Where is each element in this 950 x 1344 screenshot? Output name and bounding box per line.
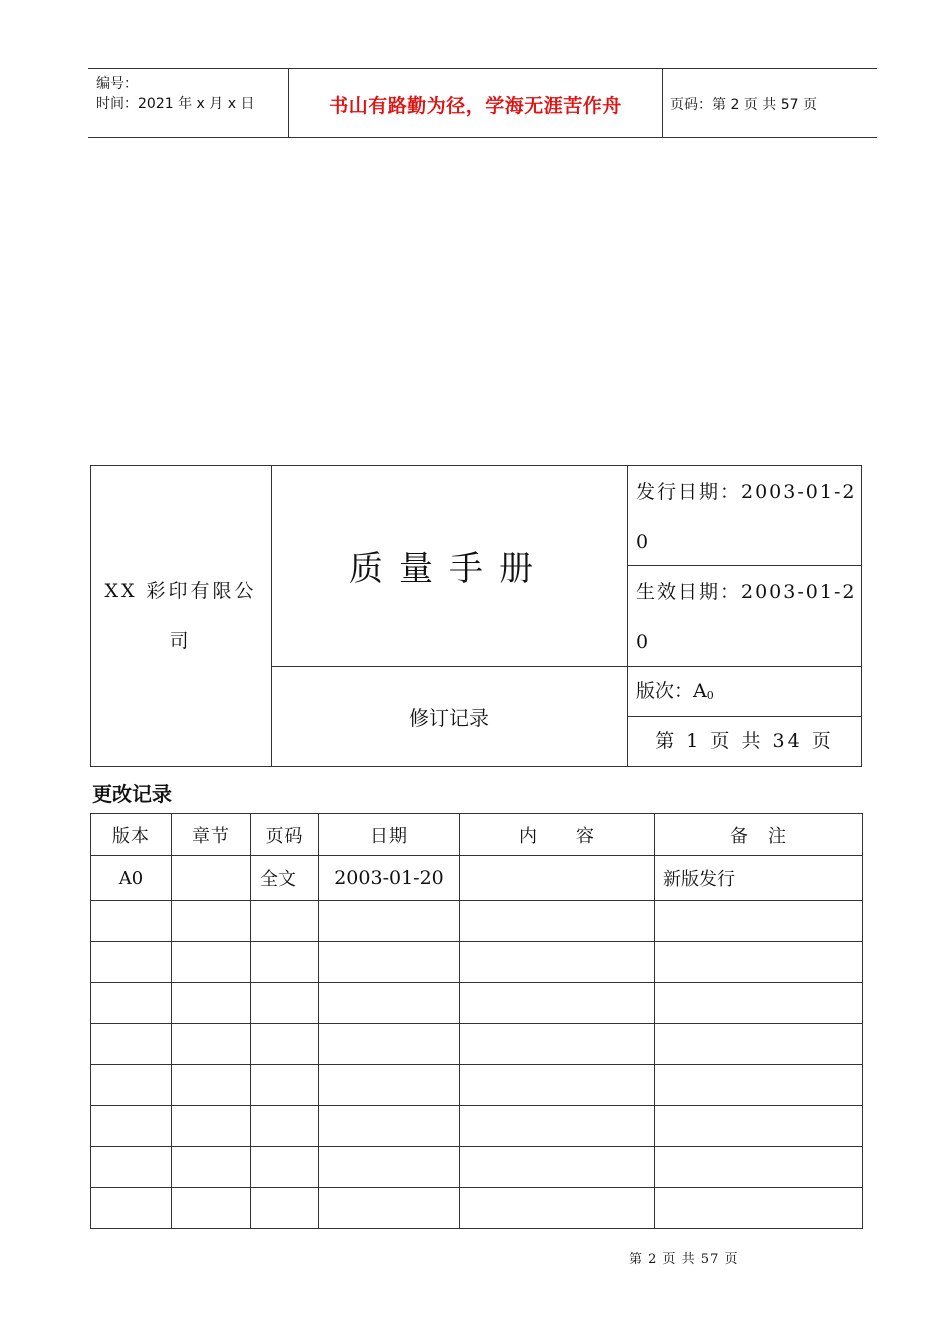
table-cell (172, 856, 251, 901)
table-cell: 新版发行 (655, 856, 863, 901)
table-cell (460, 942, 655, 983)
revision-record-label: 修订记录 (409, 706, 489, 730)
table-cell (460, 1147, 655, 1188)
table-cell (655, 1106, 863, 1147)
change-record-title: 更改记录 (92, 782, 172, 806)
table-cell (251, 1106, 319, 1147)
table-cell (251, 1188, 319, 1229)
column-header: 内 容 (460, 814, 655, 856)
header-page-cell (662, 69, 877, 137)
version (627, 666, 862, 716)
change-record-table (90, 813, 862, 1235)
table-row (91, 856, 863, 901)
doc-time: 时间：2021 年 x 月 x 日 (96, 96, 255, 112)
table-cell (172, 942, 251, 983)
manual-title: 质量手册 (349, 549, 549, 589)
header-motto-cell (288, 69, 663, 137)
table-cell (460, 1106, 655, 1147)
table-row (91, 983, 863, 1024)
table-row (91, 942, 863, 983)
table-cell (251, 942, 319, 983)
table-cell (655, 983, 863, 1024)
table-cell (319, 901, 460, 942)
version-label: 版次：A (636, 680, 707, 702)
column-header: 备 注 (655, 814, 863, 856)
table-cell (91, 1106, 172, 1147)
table-cell (460, 1188, 655, 1229)
table-cell (655, 1147, 863, 1188)
table-cell (460, 1065, 655, 1106)
table-cell: A0 (91, 856, 172, 901)
company-name: XX 彩印有限公司 (104, 580, 257, 652)
title-block-page-info: 第 1 页 共 34 页 (655, 730, 834, 752)
issue-date: 发行日期：2003-01-20 (636, 481, 857, 553)
table-cell (655, 1065, 863, 1106)
table-cell (172, 983, 251, 1024)
table-row (91, 1024, 863, 1065)
manual-title-block (90, 465, 862, 767)
table-cell (251, 983, 319, 1024)
table-cell (172, 1024, 251, 1065)
table-cell (91, 1188, 172, 1229)
table-cell (91, 1065, 172, 1106)
table-cell (319, 1147, 460, 1188)
header-page-number: 页码：第 2 页 共 57 页 (670, 97, 817, 113)
table-cell (172, 1106, 251, 1147)
table-row (91, 901, 863, 942)
page-footer: 第 2 页 共 57 页 (629, 1252, 739, 1267)
table-cell (251, 901, 319, 942)
table-cell (460, 983, 655, 1024)
table-cell (319, 942, 460, 983)
table-cell (319, 1188, 460, 1229)
table-cell (319, 1065, 460, 1106)
table-cell (172, 1147, 251, 1188)
table-cell (172, 1065, 251, 1106)
table-cell: 2003-01-20 (319, 856, 460, 901)
table-cell: 全文 (251, 856, 319, 901)
table-row (91, 1188, 863, 1229)
table-cell (91, 1024, 172, 1065)
version-subscript: 0 (706, 689, 714, 702)
table-cell (655, 901, 863, 942)
table-row (91, 1106, 863, 1147)
table-cell (172, 1188, 251, 1229)
motto-text: 书山有路勤为径，学海无涯苦作舟 (329, 95, 622, 117)
table-cell (460, 901, 655, 942)
table-row (91, 1147, 863, 1188)
table-cell (251, 1065, 319, 1106)
effective-date: 生效日期：2003-01-20 (636, 581, 857, 653)
table-cell (460, 1024, 655, 1065)
header-info-cell (88, 69, 288, 137)
table-cell (91, 942, 172, 983)
table-cell (91, 983, 172, 1024)
column-header: 章节 (172, 814, 251, 856)
table-header-row (91, 814, 863, 856)
column-header: 页码 (251, 814, 319, 856)
table-cell (319, 1024, 460, 1065)
table-cell (655, 1024, 863, 1065)
page-header (88, 68, 877, 138)
table-cell (655, 942, 863, 983)
table-cell (91, 901, 172, 942)
table-cell (655, 1188, 863, 1229)
column-header: 日期 (319, 814, 460, 856)
table-cell (319, 1106, 460, 1147)
table-cell (251, 1024, 319, 1065)
table-cell (460, 856, 655, 901)
table-cell (251, 1147, 319, 1188)
table-cell (319, 983, 460, 1024)
column-header: 版本 (91, 814, 172, 856)
table-row (91, 1065, 863, 1106)
doc-number-label: 编号： (96, 76, 138, 92)
table-cell (91, 1147, 172, 1188)
table-cell (172, 901, 251, 942)
